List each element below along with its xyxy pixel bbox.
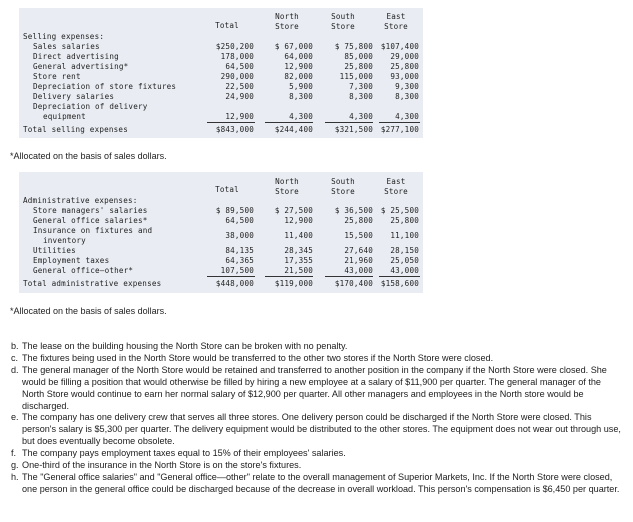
- selling-expenses-table: [19, 8, 423, 138]
- list-item: c. The fixtures being used in the North Store would be transferred to the other two stores if the North Store were closed.: [11, 352, 494, 363]
- notes-list: [11, 341, 623, 496]
- list-item: e. The company has one delivery crew that serves all three stores. One delivery person could be discharged if the North Store were closed. This person's salary is $5,300 per quarter. The delivery equipment would be distributed to the other stores. The equipment does not wear out through use, but does eventually become obsolete.: [11, 412, 621, 447]
- table-row: 38,000 11,400 15,500 11,100: [225, 231, 419, 240]
- list-item: f. The company pays employment taxes equal to 15% of their employees' salaries.: [11, 448, 346, 459]
- table-row: Delivery salaries 24,900 8,300 8,300 8,300: [33, 92, 419, 101]
- table-row: Store rent 290,000 82,000 115,000 93,000: [33, 72, 419, 81]
- table-row: Sales salaries $250,200 $ 67,000 $ 75,800 $107,400: [33, 42, 419, 51]
- list-item: b. The lease on the building housing the North Store can be broken with no penalty.: [11, 341, 348, 351]
- list-item: d. The general manager of the North Store would be retained and transferred to another position in the company if the North Store were closed. She would be filling a position that would otherwise be filled by hiring a new employee at a salary of $11,900 per quarter. The general manager of the North Store would continue to earn her normal salary of $12,900 per quarter. All other managers and employees in the North store would be discharged.: [11, 364, 607, 411]
- table-row: General office—other* 107,500 21,500 43,000 43,000: [33, 266, 419, 275]
- total-row: Total selling expenses $843,000 $244,400 $321,500 $277,100: [23, 125, 419, 134]
- list-item: g. One-third of the insurance in the North Store is on the store's fixtures.: [11, 460, 302, 471]
- table-row: Direct advertising 178,000 64,000 85,000 29,000: [33, 52, 419, 61]
- section-label: Selling expenses:: [23, 32, 105, 41]
- col-header-total: Total: [215, 185, 239, 194]
- total-row: Total administrative expenses $448,000 $119,000 $170,400 $158,600: [23, 279, 419, 288]
- table-row: General advertising* 64,500 12,900 25,800 25,800: [33, 62, 419, 71]
- table-row: Store managers' salaries $ 89,500 $ 27,500 $ 36,500 $ 25,500: [33, 206, 419, 215]
- table-row: equipment 12,900 4,300 4,300 4,300: [43, 112, 419, 121]
- table-row: Employment taxes 64,365 17,355 21,960 25,050: [33, 256, 419, 265]
- col-header-north: North Store: [275, 177, 299, 196]
- col-header-south: South Store: [331, 177, 355, 196]
- section-label: Administrative expenses:: [23, 196, 138, 205]
- table-row: Utilities 84,135 28,345 27,640 28,150: [33, 246, 419, 255]
- list-item: h. The "General office salaries" and "General office—other" relate to the overall management of Superior Markets, Inc. If the North Store were closed, one person in the general office could be discharged because of the decrease in overall workload. This person's compensation is $6,450 per quarter.: [11, 471, 620, 494]
- table-row: General office salaries* 64,500 12,900 25,800 25,800: [33, 216, 419, 225]
- col-header-east: East Store: [384, 177, 408, 196]
- table-row: Depreciation of delivery: [33, 102, 148, 111]
- col-header-north: North Store: [275, 12, 299, 31]
- footnote: *Allocated on the basis of sales dollars.: [10, 306, 167, 316]
- administrative-expenses-table: Total North Store South Store East Store Administrative expenses: Store managers' salaries $ 89,500 $ 27,500 $ 36,500 $ 25,500 General office salaries* 64,500 12,900 25,800 25,800 Insurance on fixtures and 38,000 11,400 15,500 11,100 inventory Utilities 84,135 28,345 27,640 28,150 Employment taxes 64,365 17,355 21,960 25,050 General office—other* 107,500 21,500 43,000 43,000 Total administrative expenses $448,000 $119,000 $170,400 $158,600: [19, 172, 423, 293]
- footnote: *Allocated on the basis of sales dollars.: [10, 151, 167, 161]
- col-header-east: East Store: [384, 12, 408, 31]
- col-header-total: Total: [215, 21, 239, 30]
- table-row: Insurance on fixtures and: [33, 226, 153, 235]
- table-row: Depreciation of store fixtures 22,500 5,900 7,300 9,300: [33, 82, 419, 91]
- col-header-south: South Store: [331, 12, 355, 31]
